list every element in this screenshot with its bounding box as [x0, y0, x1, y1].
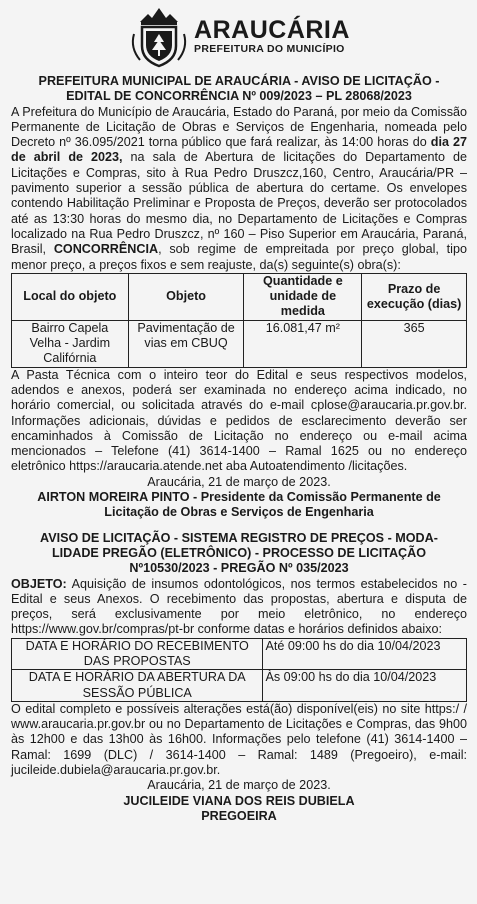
- notice1-signer-line1: AIRTON MOREIRA PINTO - Presidente da Comissão Permanente de: [37, 490, 441, 505]
- objeto-text: Aquisição de insumos odontológicos, nos termos estabelecidos no - Edital e seus Anexos. O recebimento das propostas, abertura e disputa de preços, será exclusivamente por meio eletrônico, no endereço https://www.gov.br/compras/pt-br conforme datas e horários definidos abaixo:: [11, 576, 467, 637]
- table-header: Objeto: [128, 273, 244, 320]
- schedule-label: DATA E HORÁRIO DA ABERTURA DA SESSÃO PÚBLICA: [12, 670, 263, 702]
- works-table: [11, 273, 467, 368]
- notice2-objeto: [11, 577, 467, 638]
- table-cell: Bairro Capela Velha - Jardim Califórnia: [12, 320, 129, 367]
- table-row: [12, 320, 467, 367]
- notice-pregao: [11, 531, 467, 825]
- notice-concorrencia: [11, 74, 467, 521]
- table-header: Prazo de execução (dias): [362, 273, 467, 320]
- notice1-title-line2: EDITAL DE CONCORRÊNCIA Nº 009/2023 – PL 28068/2023: [66, 89, 412, 104]
- notice1-title-line1: PREFEITURA MUNICIPAL DE ARAUCÁRIA - AVISO DE LICITAÇÃO -: [38, 74, 440, 88]
- coat-of-arms-icon: [128, 4, 190, 68]
- brand-block: [194, 17, 350, 55]
- table-cell: 365: [362, 320, 467, 367]
- table-header: Local do objeto: [12, 273, 129, 320]
- notice1-signer-line2: Licitação de Obras e Serviços de Engenharia: [104, 505, 374, 520]
- schedule-value: Às 09:00 hs do dia 10/04/2023: [263, 670, 467, 702]
- body-text: A Prefeitura do Município de Araucária, Estado do Paraná, por meio da Comissão Permanente de Licitação de Obras e Serviços de Engenharia, nomeada pelo Decreto nº 36.095/2021 torna público que fará realizar, às 14:00 horas do: [11, 104, 467, 150]
- body-date: dia 27 de abril de 2023,: [11, 135, 467, 165]
- notice1-place-date: Araucária, 21 de março de 2023.: [147, 474, 331, 489]
- table-cell: 16.081,47 m²: [244, 320, 362, 367]
- notice1-body: [11, 105, 467, 273]
- notice2-title-line2: LIDADE PREGÃO (ELETRÔNICO) - PROCESSO DE LICITAÇÃO: [51, 545, 427, 560]
- logo-header: [11, 4, 467, 68]
- table-cell: Pavimentação de vias em CBUQ: [128, 320, 244, 367]
- schedule-label: DATA E HORÁRIO DO RECEBIMENTO DAS PROPOSTAS: [12, 638, 263, 670]
- notice2-after-table: O edital completo e possíveis alterações está(ão) disponível(eis) no site https:/ / www.araucaria.pr.gov.br ou no Departamento de Licitações e Compras, das 9h00 às 12h00 e das 13h00 às 16h00. Informações pelo telefone (41) 3614-1400 – Ramal: 1699 (DLC) / 3614-1400 – Ramal: 1489 (Pregoeiro), e-mail: jucileide.dubiela@araucaria.pr.gov.br.: [11, 701, 467, 778]
- schedule-value: Até 09:00 hs do dia 10/04/2023: [263, 638, 467, 670]
- table-header-row: [12, 273, 467, 320]
- objeto-label: OBJETO:: [11, 576, 67, 591]
- section-spacer: [11, 521, 467, 531]
- brand-subtitle: PREFEITURA DO MUNICÍPIO: [194, 43, 345, 55]
- notice2-title-line1: AVISO DE LICITAÇÃO - SISTEMA REGISTRO DE PREÇOS - MODA-: [40, 530, 438, 545]
- body-modality: CONCORRÊNCIA: [53, 242, 159, 257]
- table-row: [12, 670, 467, 702]
- notice2-signer-name: JUCILEIDE VIANA DOS REIS DUBIELA: [123, 793, 355, 808]
- table-header: Quantidade e unidade de medida: [244, 273, 362, 320]
- table-row: [12, 638, 467, 670]
- notice2-title-line3: Nº10530/2023 - PREGÃO Nº 035/2023: [129, 561, 349, 576]
- brand-name: ARAUCÁRIA: [194, 16, 350, 44]
- notice2-signer-role: PREGOEIRA: [201, 808, 277, 823]
- notice1-after-table: A Pasta Técnica com o inteiro teor do Edital e seus respectivos modelos, adendos e anexos, poderá ser examinada no endereço acima indicado, no horário comercial, ou solicitada através do e-mail cplose@araucaria.pr.gov.br. Informações adicionais, dúvidas e pedidos de esclarecimento deverão ser encaminhados à Comissão de Licitação no endereço ou e-mail acima mencionados – Telefone (41) 3614-1400 – Ramal 1625 ou no endereço eletrônico https://araucaria.atende.net aba Autoatendimento /licitações.: [11, 367, 467, 474]
- body-text: na sala de Abertura de licitações do Departamento de Licitações e Compras, sito à Rua Pedro Druszcz,160, Centro, Araucária/PR – pavimento superior a sessão pública de abertura do certame. Os envelopes contendo Habilitação Preliminar e Proposta de Preços, deverão ser protocolados até as 13:30 horas do mesmo dia, no Departamento de Licitações e Compras localizado na Rua Pedro Druszcz, nº 160 – Piso Superior em Araucária, Paraná, Brasil,: [11, 150, 467, 257]
- body-text: , sob regime de empreitada por preço global, tipo menor preço, a preços fixos e sem reajuste, da(s) seguinte(s) obra(s):: [11, 242, 467, 272]
- notice2-place-date: Araucária, 21 de março de 2023.: [147, 778, 331, 793]
- schedule-table: [11, 638, 467, 702]
